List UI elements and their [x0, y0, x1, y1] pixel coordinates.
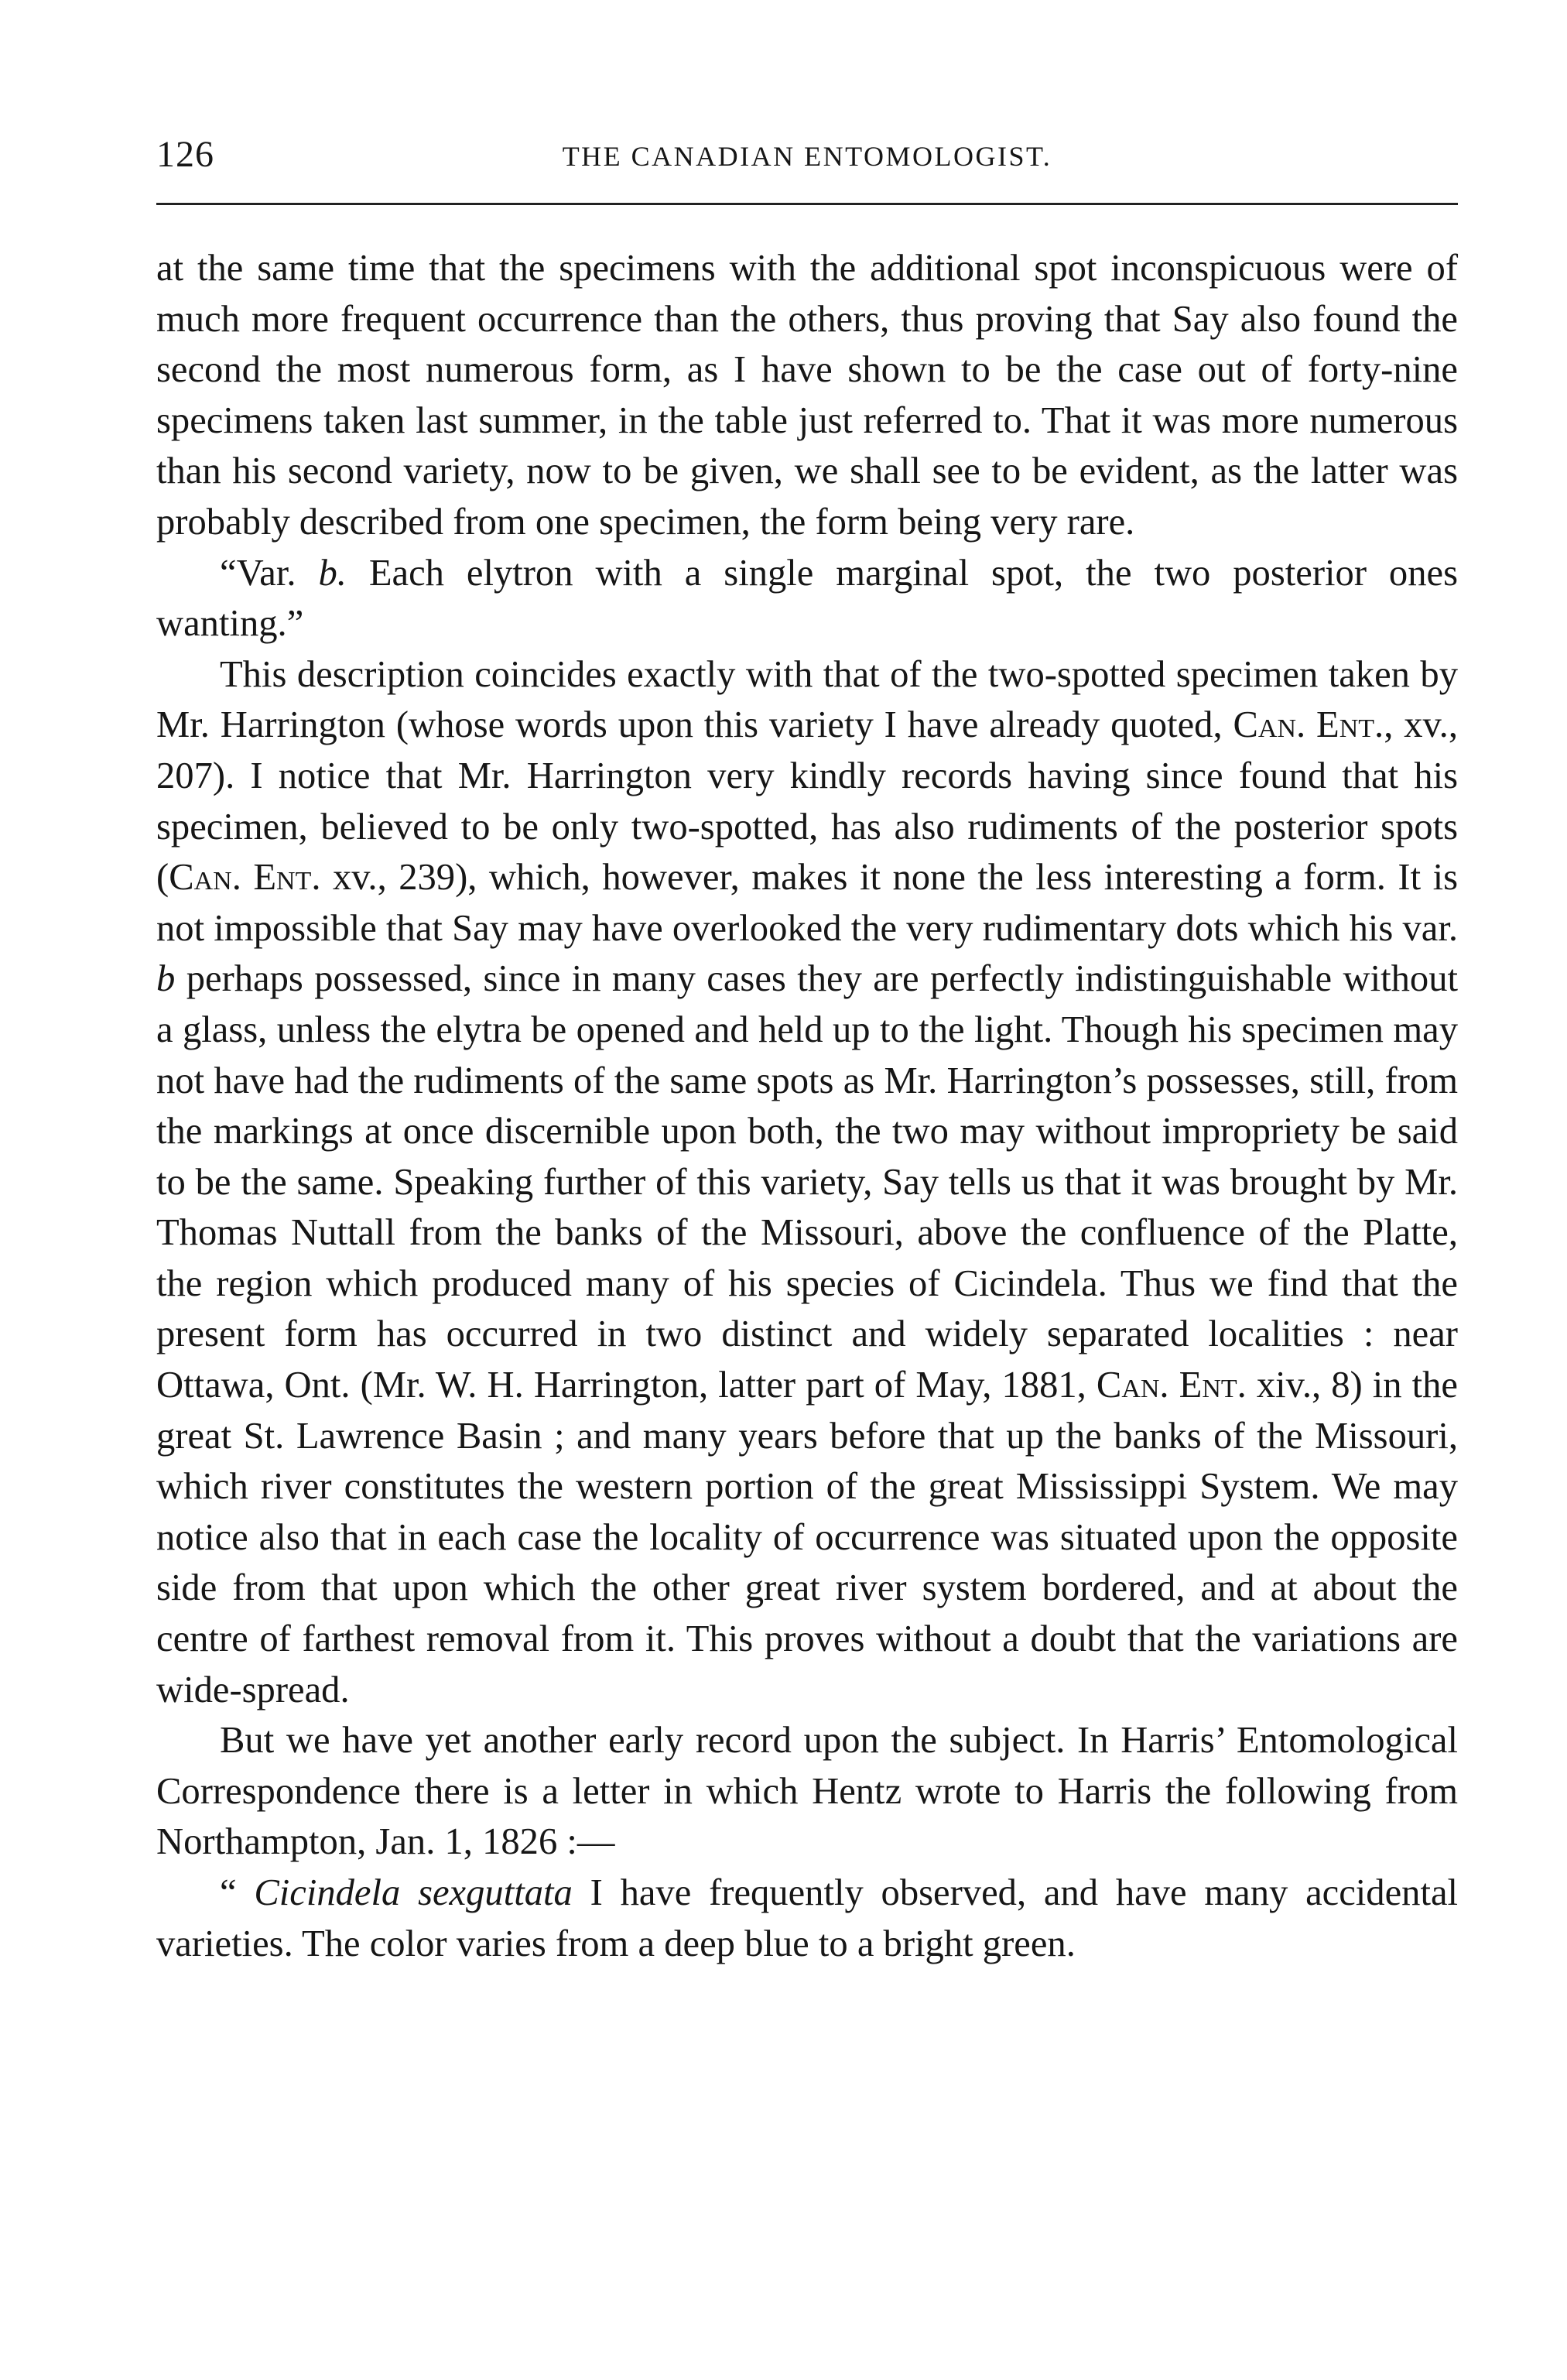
article-body: [156, 243, 1458, 1969]
running-head: [156, 130, 1458, 180]
text-segment: xiv., 8) in the great St. Lawrence Basin ; and many years before that up the banks of the Missouri, which river constitutes the western portion of the great Mississippi System. We may notice also that in each case the locality of occurrence was situated upon the opposite side from that upon which the other great river system bordered, and at about the centre of farthest removal from it. This proves without a doubt that the variations are wide-spread.: [156, 1364, 1458, 1711]
text-segment: , xv., 207). I notice that Mr. Harrington very kindly records having since found that his specimen, believed to be only two-spotted, has also rudiments of the posterior spots (: [156, 704, 1458, 899]
header-rule: [156, 203, 1458, 205]
journal-reference: Can. Ent.: [169, 856, 321, 899]
quoted-text: I have frequently observed, and have many accidental varieties. The color varies from a deep blue to a bright green.: [156, 1871, 1459, 1964]
paragraph-1: at the same time that the specimens with the additional spot inconspicuous were of much more frequent occurrence than the others, thus proving that Say also found the second the most numerous form, as I have shown to be the case out of forty-nine specimens taken last summer, in the table just referred to. That it was more numerous than his second variety, now to be given, we shall see to be evident, as the latter was probably described from one specimen, the form being very rare.: [156, 247, 1458, 543]
journal-reference: Can. Ent.: [1096, 1364, 1247, 1406]
journal-title: THE CANADIAN ENTOMOLOGIST.: [562, 141, 1052, 172]
paragraph-4: But we have yet another early record upon the subject. In Harris’ Entomological Correspondence there is a letter in which Hentz wrote to Harris the following from Northampton, Jan. 1, 1826 :—: [156, 1719, 1458, 1863]
paragraph-2: [156, 548, 1458, 649]
quote-open: “Var.: [220, 551, 319, 594]
quote-open: “: [220, 1871, 255, 1913]
text-segment: perhaps possessed, since in many cases they are perfectly indistinguishable without a glass, unless the elytra be opened and held up to the light. Though his specimen may not have had the rudiments of the same spots as Mr. Harrington’s possesses, still, from the markings at once discernible upon both, the two may without impropriety be said to be the same. Speaking further of this variety, Say tells us that it was brought by Mr. Thomas Nuttall from the banks of the Missouri, above the confluence of the Platte, the region which produced many of his species of Cicindela. Thus we find that the present form has occurred in two distinct and widely separated localities : near Ottawa, Ont. (Mr. W. H. Harrington, latter part of May, 1881,: [156, 957, 1458, 1406]
journal-reference: Can. Ent.: [1233, 704, 1384, 746]
paragraph-3: [156, 649, 1458, 1715]
variety-letter: b: [156, 957, 176, 1000]
paragraph-5: [156, 1868, 1458, 1969]
page-number: 126: [156, 134, 214, 175]
variety-description: Each elytron with a single marginal spot, the two posterior ones wanting.”: [156, 551, 1459, 645]
variety-letter: b.: [318, 551, 347, 594]
text-segment: This description coincides exactly with that of the two-spotted specimen taken by Mr. Harrington (whose words upon this variety I have already quoted,: [156, 652, 1458, 746]
text-segment: xv., 239), which, however, makes it none the less interesting a form. It is not impossible that Say may have overlooked the very rudimentary dots which his var.: [156, 856, 1458, 949]
species-name: Cicindela sexguttata: [254, 1871, 573, 1913]
